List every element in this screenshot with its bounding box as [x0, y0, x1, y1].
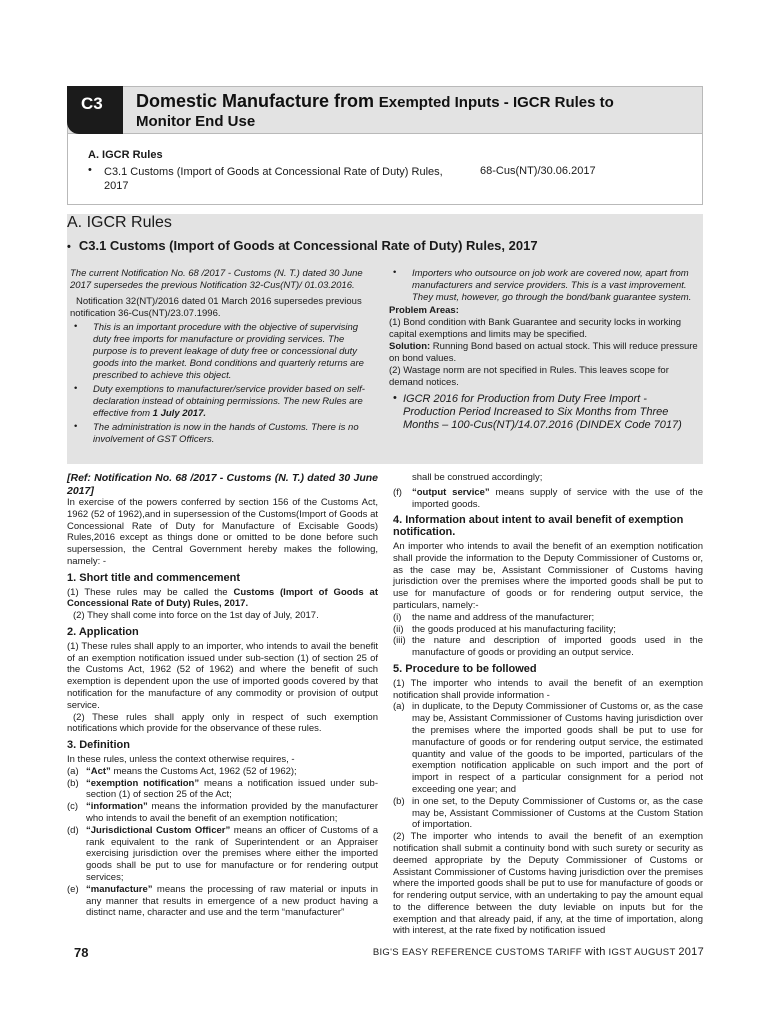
body-left-column	[67, 472, 378, 919]
definition-item: (b) “exemption notification” means a notification issued under sub-section (1) of section 25 of the Act;	[67, 777, 378, 801]
page-number: 78	[74, 945, 89, 960]
list-item: (ii) the goods produced at his manufacturing facility;	[393, 623, 616, 635]
contents-item[interactable]: C3.1 Customs (Import of Goods at Concessional Rate of Duty) Rules, 2017	[104, 166, 443, 192]
intro-right	[389, 268, 699, 432]
intro-paragraph: The current Notification No. 68 /2017 - Customs (N. T.) dated 30 June 2017 supersedes the previous Notification 32-Cus(NT)/ 01.03.2016.	[70, 268, 363, 291]
rule-heading: 4. Information about intent to avail benefit of exemption notification.	[393, 514, 684, 539]
section-title: A. IGCR Rules	[67, 214, 172, 231]
notification-ref: [Ref: Notification No. 68 /2017 - Customs (N. T.) dated 30 June 2017]	[67, 472, 378, 497]
list-item: (i) the name and address of the manufacturer;	[393, 611, 595, 623]
contents-ref: 68-Cus(NT)/30.06.2017	[480, 165, 596, 177]
intro-box	[67, 264, 703, 464]
solution: Solution: Running Bond based on actual stock. This will reduce pressure on bond values.	[389, 341, 698, 364]
rule-heading: 3. Definition	[67, 739, 130, 752]
rule-heading: 2. Application	[67, 625, 139, 638]
definition-item: (a) “Act” means the Customs Act, 1962 (52 of 1962);	[67, 765, 297, 777]
intro-bullet: • Duty exemptions to manufacturer/service provider based on self-declaration instead of obtaining permissions. The new Rules are effective from 1 July 2017.	[70, 384, 375, 420]
rule-text: (1) These rules shall apply to an importer, who intends to avail the benefit of an exemption notification issued under sub-section (1) of section 25 of the Customs Act, 1962 (52 of 1962) and where the benefit of such exemption is dependent upon the use of imported goods covered by that notification for the manufacture of any commodity or provision of output service.	[67, 640, 378, 711]
bullet-icon: •	[88, 164, 92, 176]
intro-bullet: • IGCR 2016 for Production from Duty Free Import - Production Period Increased to Six Months from Three Months – 100-Cus(NT)/14.07.2016 (DINDEX Code 7017)	[389, 393, 699, 432]
contents-heading: A. IGCR Rules	[88, 149, 163, 161]
problem-item: (1) Bond condition with Bank Guarantee and security locks in working capital exemptions and limits may be specified.	[389, 317, 682, 340]
chapter-title: Domestic Manufacture from Exempted Inputs - IGCR Rules to Monitor End Use	[136, 91, 614, 130]
rule-text: (2) The importer who intends to avail the benefit of an exemption notification shall submit a continuity bond with such surety or security as deemed appropriate by the Deputy Commissioner of Customs or Assistant Commissioner of Customs having jurisdiction over the premises where the imported goods shall be put to use for manufacture of goods or for rendering output service, with an undertaking to pay the amount equal to the difference between the duty leviable on inputs but for the exemption and that already paid, if any, at the time of importation, along with interest, at the rate fixed by notification issued	[393, 831, 703, 937]
intro-left	[70, 268, 375, 446]
chapter-code: C3	[67, 86, 123, 134]
rule-text: (2) These rules shall apply only in respect of such exemption notifications which provide for the observance of these rules.	[67, 711, 378, 735]
rule-text: (2) They shall come into force on the 1st day of July, 2017.	[73, 610, 319, 622]
preamble: In exercise of the powers conferred by section 156 of the Customs Act, 1962 (52 of 1962),and in supersession of the Customs(Import of Goods at Concessional Rate of Duty for Manufacture of Excisable Goods) Rules,2016 except as things done or omitted to be done before such supersession, the Central Government hereby makes the following, namely: -	[67, 497, 378, 567]
definition-item: (e) “manufacture” means the processing of raw material or inputs in any manner that results in emergence of a new product having a distinct name, character and use and the term “manufacturer”	[67, 883, 378, 919]
intro-bullet: • This is an important procedure with the objective of supervising duty free imports for manufacture or providing services. The purpose is to prevent leakage of duty free or concessional duty goods into the market. Bond conditions and quarterly returns are prescribed to achieve this object.	[70, 322, 375, 382]
section-heading	[67, 214, 703, 264]
rule-text: shall be construed accordingly;	[412, 472, 543, 483]
bullet-icon: •	[67, 241, 71, 253]
problem-heading: Problem Areas:	[389, 305, 459, 316]
section-subtitle: • C3.1 Customs (Import of Goods at Concessional Rate of Duty) Rules, 2017	[67, 238, 538, 253]
book-title: BIG'S EASY REFERENCE CUSTOMS TARIFF with IGST AUGUST 2017	[372, 946, 704, 958]
list-item: (b) in one set, to the Deputy Commissioner of Customs or, as the case may be, Assistant Commissioner of Customs at the Custom Station of importation.	[393, 795, 703, 831]
rule-text: In these rules, unless the context otherwise requires, -	[67, 753, 295, 765]
definition-item: (c) “information” means the information provided by the manufacturer who intends to avail the benefit of an exemption notification;	[67, 801, 378, 824]
list-item: (a) in duplicate, to the Deputy Commissioner of Customs or, as the case may be, Assistant Commissioner of Customs having jurisdiction over the premises where the imported goods shall be put to use for manufacture of goods or for rendering output service, the estimated quantity and value of the goods to be imported, particulars of the exemption notification applicable on such import and the port of import in respect of a particular consignment for a period not exceeding one year; and	[393, 701, 703, 795]
rule-heading: 1. Short title and commencement	[67, 571, 240, 584]
rule-text: (1) The importer who intends to avail the benefit of an exemption notification shall provide information -	[393, 677, 703, 701]
list-item: (iii) the nature and description of imported goods used in the manufacture of goods or providing an output service.	[393, 635, 703, 659]
definition-item: (d) “Jurisdictional Custom Officer” means an officer of Customs of a rank equivalent to the rank of Superintendent or an Appraiser exercising jurisdiction over the premises where either the imported goods shall be put to use for manufacture or for rendering output services;	[67, 824, 378, 883]
body-right-column	[393, 472, 703, 937]
contents-box	[67, 134, 703, 205]
intro-bullet: • Importers who outsource on job work are covered now, apart from manufacturers and service providers. This is a vast improvement. They must, however, go through the bond/bank guarantee system.	[389, 268, 699, 304]
rule-text: An importer who intends to avail the benefit of an exemption notification shall provide the information to the Deputy Commissioner of Customs or, as the case may be, Assistant Commissioner of Customs having jurisdiction over the premises where the imported goods shall be put to use for manufacture of goods or for rendering output service, the particulars, namely:-	[393, 540, 703, 611]
intro-bullet: • The administration is now in the hands of Customs. There is no involvement of GST Officers.	[70, 422, 375, 446]
definition-item: (f) “output service” means supply of service with the use of the imported goods.	[393, 486, 704, 510]
intro-paragraph: Notification 32(NT)/2016 dated 01 March 2016 supersedes previous notification 36-Cus(NT)/23.07.1996.	[70, 296, 362, 319]
rule-text: (1) These rules may be called the Customs (Import of Goods at Concessional Rate of Duty) Rules, 2017.	[67, 586, 379, 610]
rule-heading: 5. Procedure to be followed	[393, 662, 537, 675]
problem-item: (2) Wastage norm are not specified in Rules. This leaves scope for demand notices.	[389, 365, 669, 388]
